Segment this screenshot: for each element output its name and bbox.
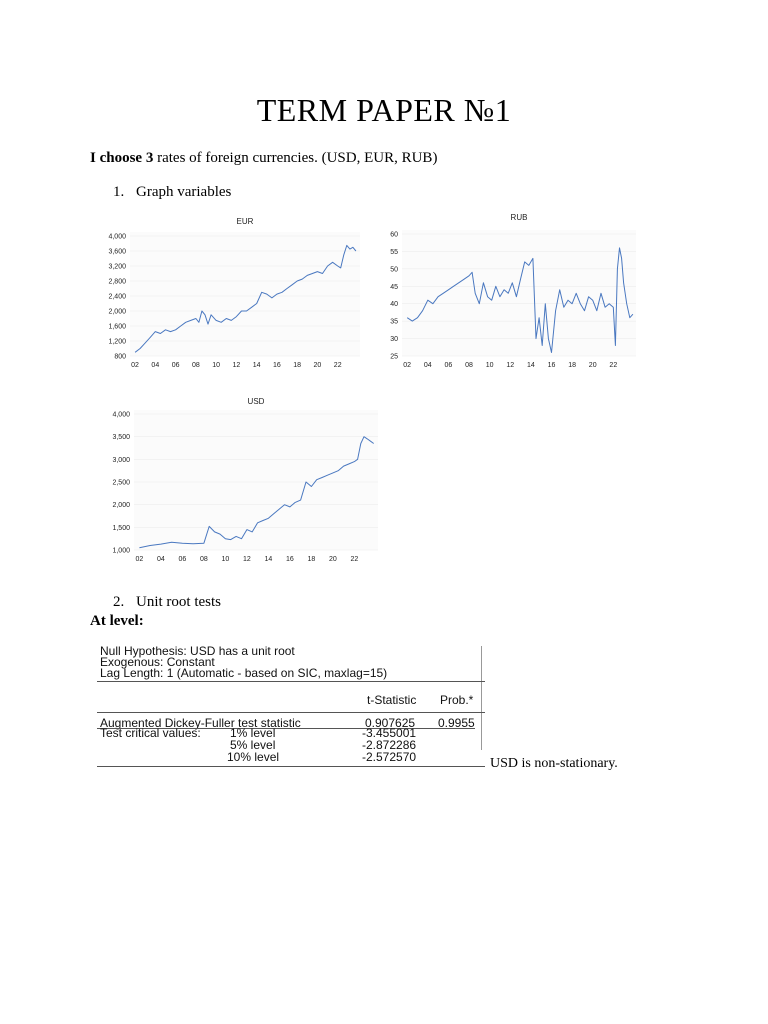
section-number: 1. — [113, 184, 125, 200]
x-tick-label: 06 — [444, 362, 453, 369]
x-tick-label: 18 — [307, 556, 316, 563]
x-tick-label: 18 — [568, 362, 576, 369]
exogenous: Exogenous: Constant — [100, 655, 215, 669]
plot-area — [134, 410, 378, 550]
adf-stat-label: Augmented Dickey-Fuller test statistic — [100, 716, 301, 730]
y-tick-label: 1,200 — [108, 338, 126, 346]
critical-value: -2.572570 — [362, 750, 417, 764]
col-header-tstat: t-Statistic — [367, 693, 417, 707]
x-tick-label: 10 — [485, 362, 494, 369]
y-tick-label: 2,500 — [112, 479, 130, 487]
x-tick-label: 16 — [547, 362, 556, 369]
page-title: TERM PAPER №1 — [256, 92, 512, 128]
section-graph-variables — [113, 184, 231, 201]
y-tick-label: 60 — [390, 231, 398, 239]
y-tick-label: 3,200 — [108, 263, 126, 271]
y-tick-label: 800 — [114, 353, 126, 361]
x-tick-label: 06 — [171, 362, 180, 369]
critical-level: 1% level — [230, 726, 276, 740]
y-tick-label: 1,500 — [112, 524, 130, 532]
y-tick-label: 3,500 — [112, 434, 130, 442]
adf-prob-value: 0.9955 — [438, 716, 475, 730]
y-tick-label: 2,400 — [108, 293, 126, 301]
y-tick-label: 40 — [390, 301, 398, 309]
chart-title: USD — [247, 397, 265, 406]
section-unit-root-tests — [113, 594, 221, 611]
table-rule — [97, 712, 485, 713]
y-tick-label: 50 — [390, 266, 398, 274]
x-tick-label: 12 — [506, 362, 515, 369]
at-level-heading: At level: — [90, 613, 144, 629]
y-tick-label: 3,600 — [108, 248, 126, 256]
chart-eur — [108, 208, 370, 376]
chart-usd — [108, 392, 388, 572]
x-tick-label: 20 — [588, 362, 597, 369]
chart-title: EUR — [236, 217, 254, 226]
critical-level: 10% level — [227, 750, 280, 764]
x-tick-label: 22 — [333, 362, 342, 369]
chart-title: RUB — [510, 213, 528, 222]
y-tick-label: 1,600 — [108, 323, 126, 331]
critical-value: -3.455001 — [362, 726, 417, 740]
x-tick-label: 14 — [526, 362, 535, 369]
critical-values-label: Test critical values: — [100, 726, 201, 740]
adf-test-output — [97, 643, 485, 771]
x-tick-label: 14 — [252, 362, 261, 369]
critical-value: -2.872286 — [362, 738, 417, 752]
x-tick-label: 04 — [156, 556, 165, 563]
x-tick-label: 22 — [609, 362, 618, 369]
plot-area — [130, 232, 360, 356]
y-tick-label: 4,000 — [108, 233, 126, 241]
x-tick-label: 02 — [135, 556, 144, 563]
x-tick-label: 20 — [328, 556, 337, 563]
y-tick-label: 35 — [390, 318, 398, 326]
section-label: Unit root tests — [136, 594, 221, 610]
adf-stat-value: 0.907625 — [365, 716, 416, 730]
section-label: Graph variables — [136, 184, 232, 200]
x-tick-label: 16 — [273, 362, 281, 369]
y-tick-label: 30 — [390, 336, 398, 344]
y-tick-label: 3,000 — [112, 456, 130, 464]
chart-rub — [384, 208, 646, 376]
x-tick-label: 08 — [465, 362, 473, 369]
x-tick-label: 10 — [221, 556, 230, 563]
intro-sentence — [90, 150, 437, 167]
x-tick-label: 06 — [178, 556, 187, 563]
x-tick-label: 10 — [212, 362, 221, 369]
x-tick-label: 20 — [313, 362, 322, 369]
y-tick-label: 45 — [390, 283, 398, 291]
section-number: 2. — [113, 594, 125, 610]
x-tick-label: 14 — [264, 556, 273, 563]
conclusion-text: USD is non-stationary. — [490, 756, 618, 771]
x-tick-label: 16 — [285, 556, 294, 563]
intro-bold: I choose 3 — [90, 150, 154, 166]
x-tick-label: 22 — [350, 556, 359, 563]
lag-length: Lag Length: 1 (Automatic - based on SIC, maxlag=15) — [100, 666, 388, 680]
x-tick-label: 08 — [199, 556, 208, 563]
critical-level: 5% level — [230, 738, 276, 752]
x-tick-label: 02 — [403, 362, 412, 369]
x-tick-label: 04 — [151, 362, 160, 369]
intro-rest: rates of foreign currencies. (USD, EUR, RUB) — [153, 150, 438, 166]
y-tick-label: 2,800 — [108, 278, 126, 286]
x-tick-label: 12 — [232, 362, 241, 369]
y-tick-label: 55 — [390, 248, 398, 256]
y-tick-label: 2,000 — [112, 502, 130, 510]
null-hypothesis: Null Hypothesis: USD has a unit root — [100, 644, 295, 658]
y-tick-label: 25 — [390, 353, 398, 361]
y-tick-label: 2,000 — [108, 308, 126, 316]
x-tick-label: 18 — [293, 362, 302, 369]
y-tick-label: 4,000 — [112, 411, 130, 419]
table-rule — [97, 681, 485, 682]
y-tick-label: 1,000 — [112, 547, 130, 555]
x-tick-label: 12 — [242, 556, 251, 563]
table-edge — [481, 646, 482, 750]
x-tick-label: 08 — [191, 362, 200, 369]
table-rule — [97, 766, 485, 767]
x-tick-label: 02 — [131, 362, 139, 369]
x-tick-label: 04 — [423, 362, 432, 369]
col-header-prob: Prob.* — [440, 693, 474, 707]
